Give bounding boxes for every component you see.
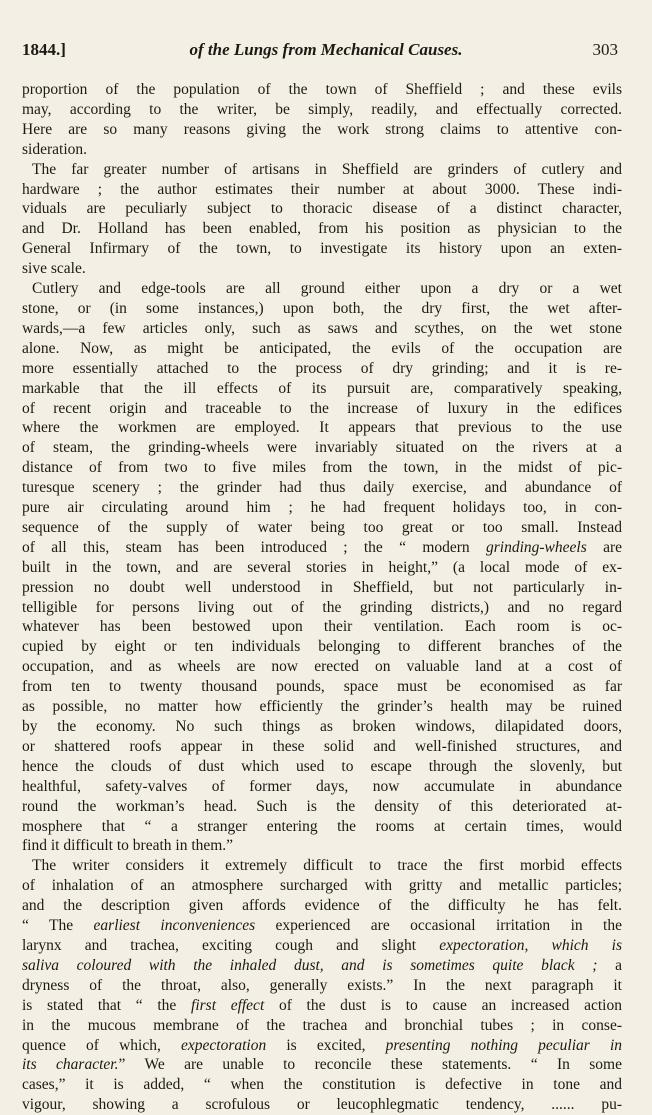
text-line: occupation, and as wheels are now erected on valuable land at a cost of (22, 658, 622, 676)
text-line: markable that the ill effects of its pursuit are, comparatively speaking, (22, 379, 622, 397)
text-line: hardware ; the author estimates their number at about 3000. These indi- (22, 180, 622, 198)
text-line: Here are so many reasons giving the work strong claims to attentive con- (22, 120, 622, 138)
text-line: of recent origin and traceable to the increase of luxury in the edifices (22, 399, 622, 417)
text-line: of steam, the grinding-wheels were invariably situated on the rivers at a (22, 439, 622, 457)
text-line: more essentially attached to the process of dry grinding; and it is re- (22, 359, 622, 377)
text-line: viduals are peculiarly subject to thoracic disease of a distinct character, (22, 200, 622, 218)
running-header (22, 40, 630, 66)
page-number: 303 (592, 40, 618, 59)
text-line: sequence of the supply of water being too great or too small. Instead (22, 518, 622, 536)
text-line: stone, or (in some instances,) upon both, the dry first, the wet after- (22, 299, 622, 317)
text-line: quence of which, expectoration is excited, presenting nothing peculiar in (22, 1036, 622, 1054)
text-line: The far greater number of artisans in Sheffield are grinders of cutlery and (32, 160, 622, 178)
text-line: mosphere that “ a stranger entering the rooms at certain times, would (22, 817, 622, 835)
body-text (22, 80, 622, 1115)
text-line: built in the town, and are several stories in height,” (a local mode of ex- (22, 558, 622, 576)
text-line: dryness of the throat, also, generally exists.” In the next paragraph it (22, 976, 622, 994)
text-line: cases,” it is added, “ when the constitution is defective in tone and (22, 1076, 622, 1094)
text-line: Cutlery and edge-tools are all ground either upon a dry or a wet (32, 280, 622, 298)
text-line: The writer considers it extremely difficult to trace the first morbid effects (32, 857, 622, 875)
text-line: sideration. (22, 140, 87, 158)
text-line: may, according to the writer, be simply, readily, and effectually corrected. (22, 100, 622, 118)
text-line: distance of from two to five miles from the town, in the midst of pic- (22, 459, 622, 477)
header-year: 1844.] (22, 40, 66, 59)
text-line: saliva coloured with the inhaled dust, and is sometimes quite black ; a (22, 956, 622, 974)
text-line: pure air circulating around him ; he had frequent holidays too, in con- (22, 499, 622, 517)
text-line: is stated that “ the first effect of the dust is to cause an increased action (22, 996, 622, 1014)
text-line: pression no doubt well understood in Sheffield, but not particularly in- (22, 578, 622, 596)
text-line: cupied by eight or ten individuals belonging to different branches of the (22, 638, 622, 656)
text-line: turesque scenery ; the grinder had thus daily exercise, and abundance of (22, 479, 622, 497)
text-line: by the economy. No such things as broken windows, dilapidated doors, (22, 718, 622, 735)
text-line: in the mucous membrane of the trachea and bronchial tubes ; in conse- (22, 1016, 622, 1034)
text-line: where the workmen are employed. It appears that previous to the use (22, 419, 622, 437)
text-line: find it difficult to breath in them.” (22, 837, 234, 855)
text-line: or shattered roofs appear in these solid and well-finished structures, and (22, 737, 622, 755)
text-line: wards,—a few articles only, such as saws and scythes, on the wet stone (22, 319, 622, 337)
text-line: vigour, showing a scrofulous or leucophlegmatic tendency, ...... pu- (22, 1096, 622, 1114)
text-line: larynx and trachea, exciting cough and slight expectoration, which is (22, 936, 622, 954)
text-line: of inhalation of an atmosphere surcharged with gritty and metallic particles; (22, 877, 622, 895)
text-line: telligible for persons living out of the grinding districts,) and no regard (22, 598, 622, 616)
text-line: General Infirmary of the town, to investigate its history upon an exten- (22, 240, 622, 258)
text-line: and Dr. Holland has been enabled, from his position as physician to the (22, 220, 622, 238)
text-line: hence the clouds of dust which used to escape through the slovenly, but (22, 757, 622, 775)
text-line: sive scale. (22, 260, 86, 278)
text-line: whatever has been bestowed upon their ventilation. Each room is oc- (22, 618, 622, 636)
text-line: as possible, no matter how efficiently the grinder’s health may be ruined (22, 698, 622, 716)
header-title: of the Lungs from Mechanical Causes. (189, 40, 463, 59)
text-line: of all this, steam has been introduced ; the “ modern grinding-wheels are (22, 538, 622, 556)
text-line: alone. Now, as might be anticipated, the evils of the occupation are (22, 339, 622, 357)
text-line: healthful, safety-valves of former days, now accumulate in abundance (22, 777, 622, 795)
text-line: “ The earliest inconveniences experienced are occasional irritation in the (22, 917, 622, 935)
text-line: its character.” We are unable to reconcile these statements. “ In some (22, 1056, 622, 1074)
text-line: from ten to twenty thousand pounds, space must be economised as far (22, 678, 622, 696)
text-line: and the description given affords evidence of the difficulty he has felt. (22, 897, 622, 915)
text-line: proportion of the population of the town of Sheffield ; and these evils (22, 81, 622, 98)
text-line: round the workman’s head. Such is the density of this deteriorated at- (22, 797, 622, 815)
